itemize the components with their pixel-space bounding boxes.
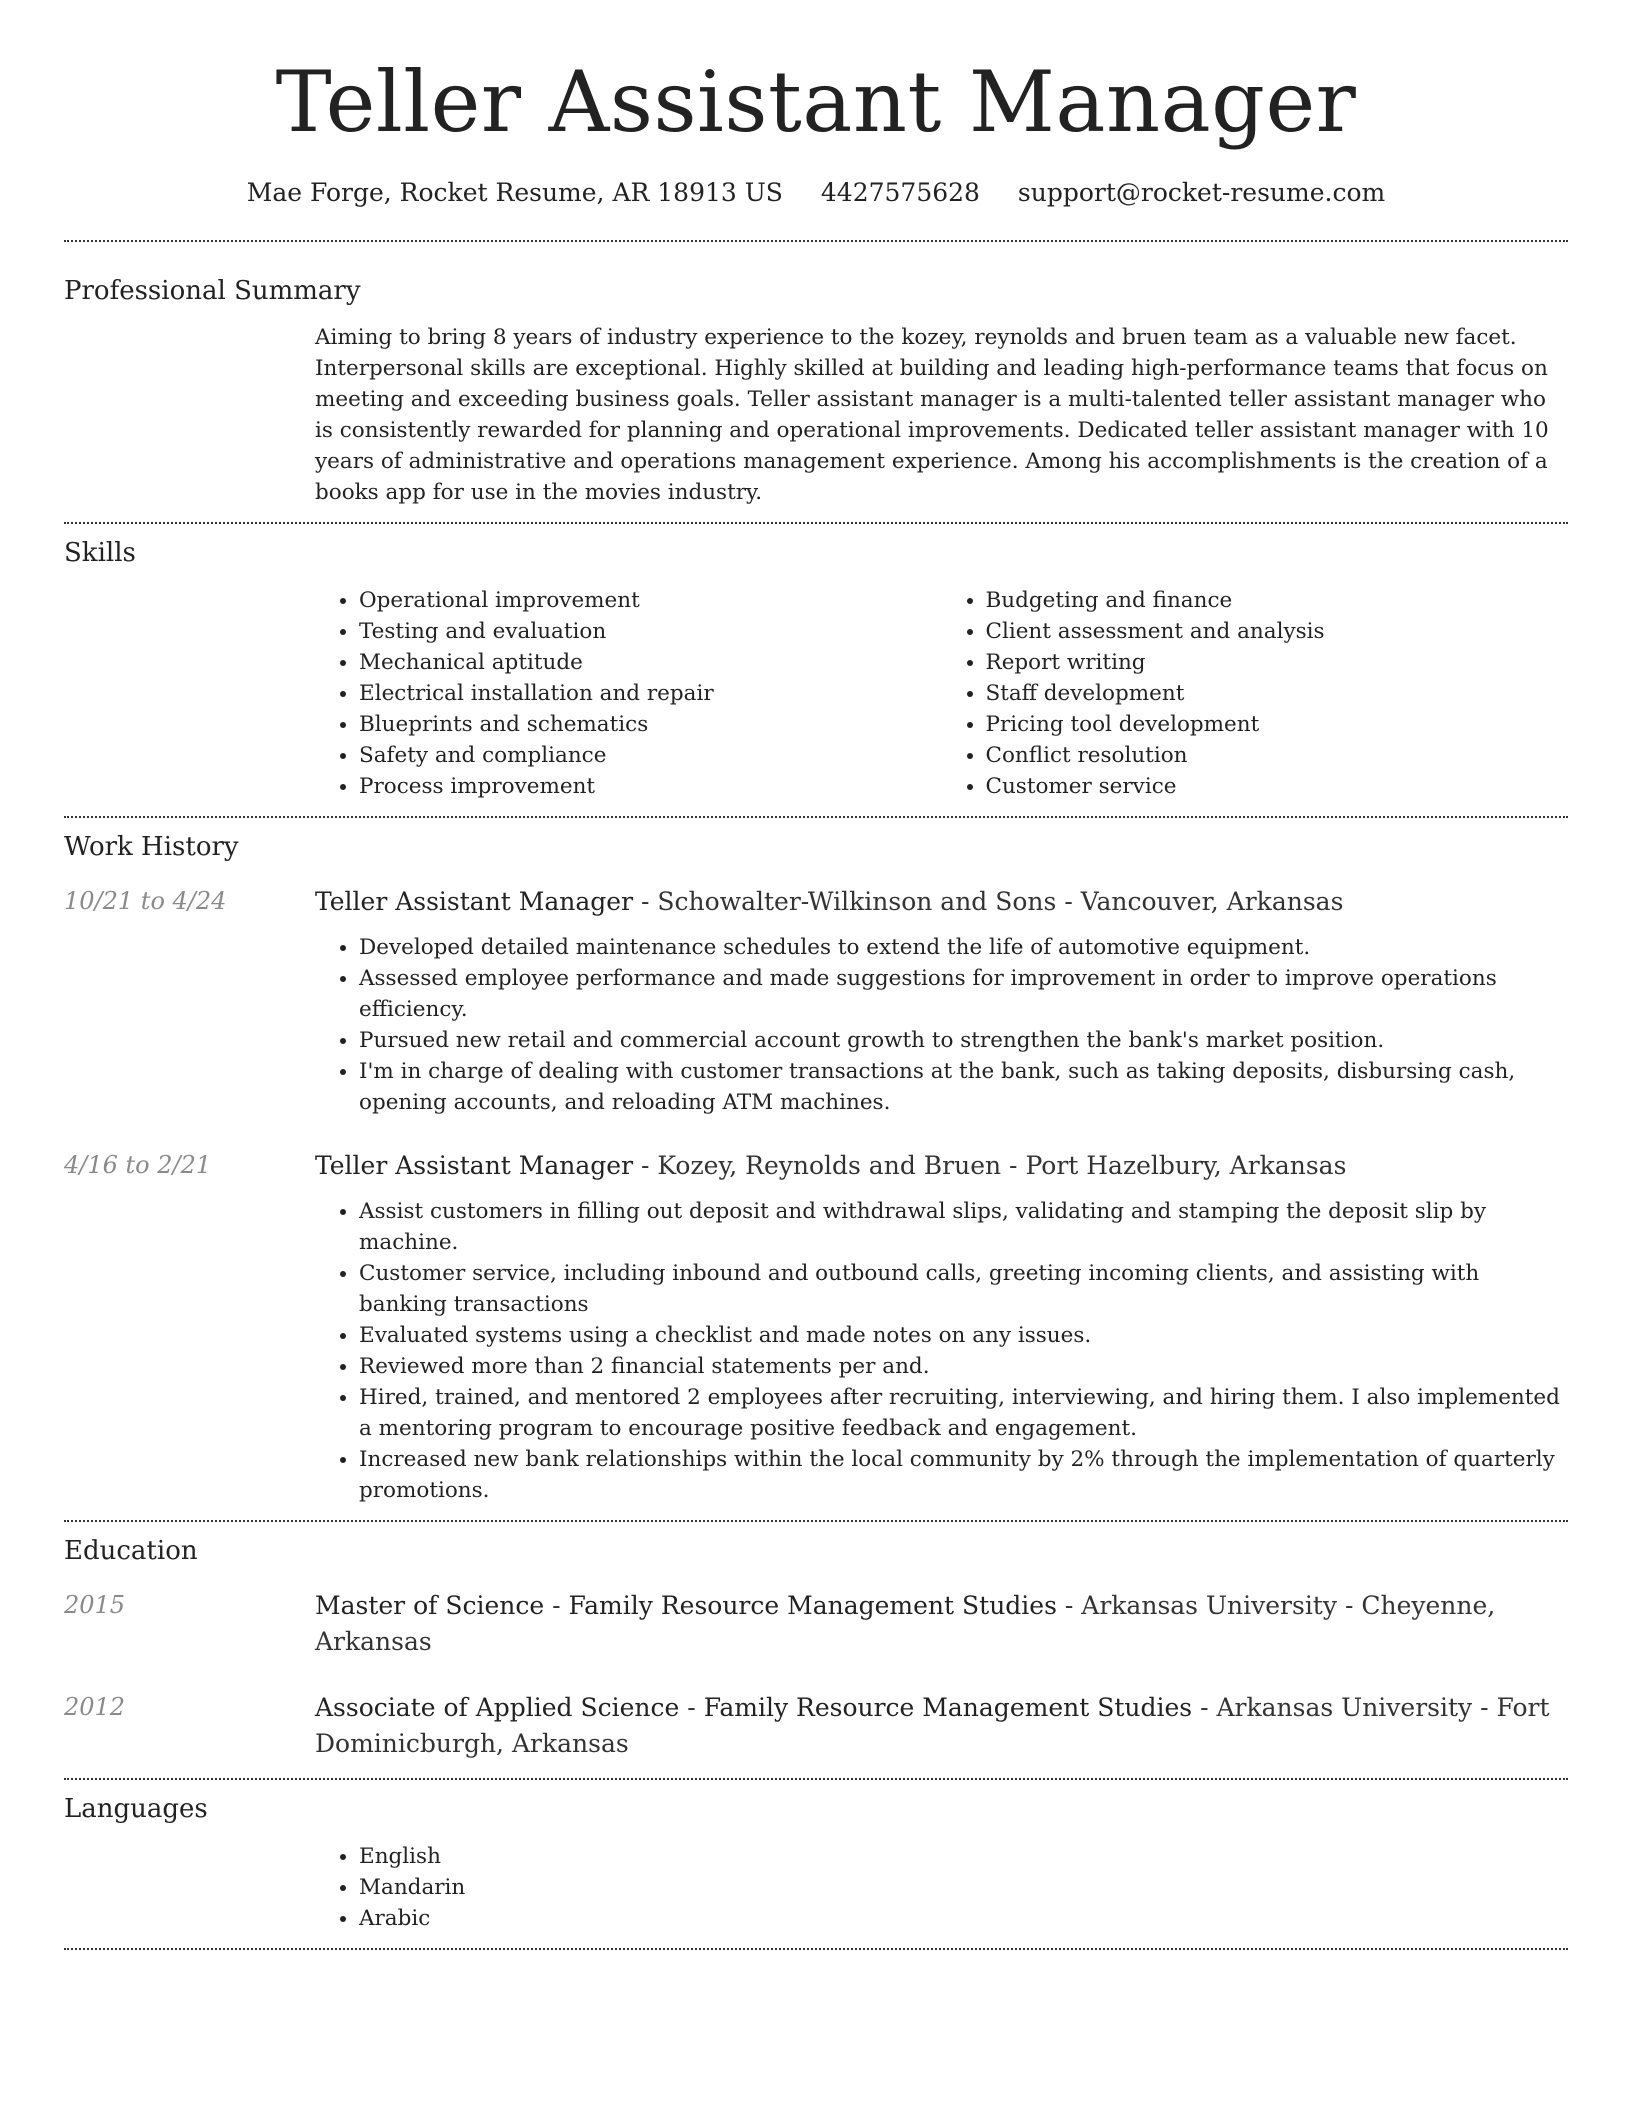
field: Family Resource Management Studies	[703, 1693, 1193, 1722]
skill-item: • Testing and evaluation	[359, 616, 942, 647]
skills-list-left	[315, 585, 942, 802]
job-bullet: • I'm in charge of dealing with customer transactions at the bank, such as taking deposits, disbursing cash, opening accounts, and reloading ATM machines.	[359, 1056, 1568, 1118]
job-bullets	[315, 1196, 1568, 1506]
job-date: 10/21 to 4/24	[64, 887, 227, 915]
language-item: • Arabic	[359, 1903, 1568, 1934]
skill-item: • Mechanical aptitude	[359, 647, 942, 678]
phone: 4427575628	[820, 178, 980, 207]
job-bullet: • Assist customers in filling out deposit and withdrawal slips, validating and stamping the deposit slip by machine.	[359, 1196, 1568, 1258]
job-bullet: • Developed detailed maintenance schedules to extend the life of automotive equipment.	[359, 932, 1568, 963]
job-bullet: • Pursued new retail and commercial account growth to strengthen the bank's market position.	[359, 1025, 1568, 1056]
languages-list	[315, 1841, 1568, 1934]
education-year: 2012	[64, 1693, 126, 1721]
summary-text: Aiming to bring 8 years of industry experience to the kozey, reynolds and bruen team as a valuable new facet. Interpersonal skills are exceptional. Highly skilled at building and leading high-performance teams that focus on meeting and exceeding business goals. Teller assistant manager is a multi-talented teller assistant manager who is consistently rewarded for planning and operational improvements. Dedicated teller assistant manager with 10 years of administrative and operations management experience. Among his accomplishments is the creation of a books app for use in the movies industry.	[315, 325, 1549, 505]
job-bullet: • Hired, trained, and mentored 2 employees after recruiting, interviewing, and hiring them. I also implemented a mentoring program to encourage positive feedback and engagement.	[359, 1382, 1568, 1444]
skills-section	[64, 524, 1568, 802]
education-heading: Master of Science - Family Resource Management Studies - Arkansas University - Cheyenne, Arkansas	[315, 1591, 1496, 1656]
skill-item: • Electrical installation and repair	[359, 678, 942, 709]
language-item: • Mandarin	[359, 1872, 1568, 1903]
section-title-summary: Professional Summary	[64, 276, 361, 306]
degree: Master of Science	[315, 1591, 545, 1620]
skill-item: • Report writing	[986, 647, 1569, 678]
job-company: Schowalter-Wilkinson and Sons	[657, 887, 1057, 916]
job-entry	[64, 884, 1568, 1118]
email: support@rocket-resume.com	[1017, 178, 1386, 207]
job-bullet: • Customer service, including inbound and outbound calls, greeting incoming clients, and assisting with banking transactions	[359, 1258, 1568, 1320]
language-item: • English	[359, 1841, 1568, 1872]
skills-list-right	[942, 585, 1569, 802]
languages-section	[64, 1780, 1568, 1934]
education-entry	[64, 1690, 1568, 1762]
skill-item: • Staff development	[986, 678, 1569, 709]
job-bullet: • Assessed employee performance and made suggestions for improvement in order to improve operations efficiency.	[359, 963, 1568, 1025]
job-heading: Teller Assistant Manager - Schowalter-Wilkinson and Sons - Vancouver, Arkansas	[315, 887, 1344, 916]
job-entry	[64, 1148, 1568, 1506]
job-role: Teller Assistant Manager	[315, 887, 634, 916]
job-role: Teller Assistant Manager	[315, 1151, 634, 1180]
education-section	[64, 1522, 1568, 1762]
divider	[64, 1948, 1568, 1950]
summary-section	[64, 242, 1568, 508]
skill-item: • Pricing tool development	[986, 709, 1569, 740]
job-bullet: • Increased new bank relationships within the local community by 2% through the implementation of quarterly promotions.	[359, 1444, 1568, 1506]
work-section	[64, 818, 1568, 1506]
job-location: Vancouver, Arkansas	[1080, 887, 1344, 916]
skill-item: • Budgeting and finance	[986, 585, 1569, 616]
skill-item: • Customer service	[986, 771, 1569, 802]
skill-item: • Safety and compliance	[359, 740, 942, 771]
education-entry	[64, 1588, 1568, 1660]
contact-line	[64, 176, 1568, 210]
school: Arkansas University	[1081, 1591, 1337, 1620]
education-year: 2015	[64, 1591, 126, 1619]
job-bullets	[315, 932, 1568, 1118]
skill-item: • Conflict resolution	[986, 740, 1569, 771]
address: Mae Forge, Rocket Resume, AR 18913 US	[246, 178, 783, 207]
job-heading: Teller Assistant Manager - Kozey, Reynolds and Bruen - Port Hazelbury, Arkansas	[315, 1151, 1347, 1180]
job-bullet: • Evaluated systems using a checklist and made notes on any issues.	[359, 1320, 1568, 1351]
field: Family Resource Management Studies	[568, 1591, 1057, 1620]
section-title-education: Education	[64, 1536, 198, 1566]
school-location: Cheyenne, Arkansas	[315, 1591, 1496, 1656]
job-date: 4/16 to 2/21	[64, 1151, 212, 1179]
resume-title: Teller Assistant Manager	[275, 53, 1357, 151]
section-title-skills: Skills	[64, 538, 136, 568]
degree: Associate of Applied Science	[315, 1693, 680, 1722]
school-location: Fort Dominicburgh, Arkansas	[315, 1693, 1550, 1758]
section-title-work: Work History	[64, 832, 239, 862]
job-location: Port Hazelbury, Arkansas	[1025, 1151, 1347, 1180]
education-heading: Associate of Applied Science - Family Resource Management Studies - Arkansas University - Fort Dominicburgh, Arkansas	[315, 1693, 1550, 1758]
skill-item: • Process improvement	[359, 771, 942, 802]
job-company: Kozey, Reynolds and Bruen	[657, 1151, 1002, 1180]
skill-item: • Operational improvement	[359, 585, 942, 616]
skill-item: • Client assessment and analysis	[986, 616, 1569, 647]
job-bullet: • Reviewed more than 2 financial statements per and.	[359, 1351, 1568, 1382]
skill-item: • Blueprints and schematics	[359, 709, 942, 740]
section-title-languages: Languages	[64, 1794, 208, 1824]
school: Arkansas University	[1216, 1693, 1473, 1722]
